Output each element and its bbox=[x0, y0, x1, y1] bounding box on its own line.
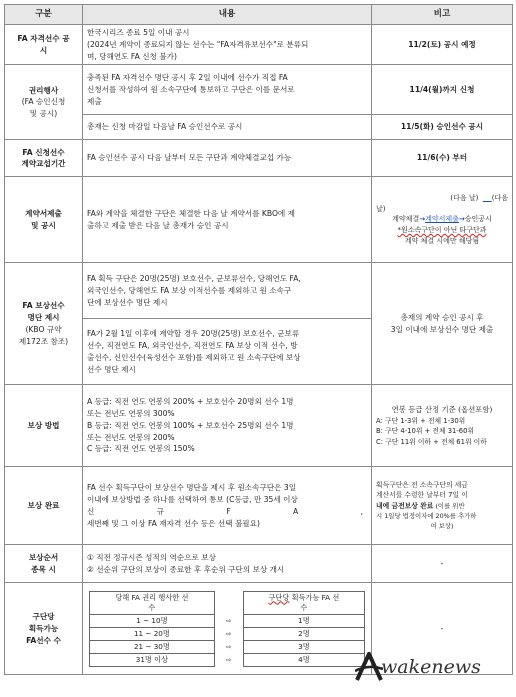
content-comp-complete: FA 선수 획득구단이 보상선수 명단을 제시 후 원소속구단은 3일 이내에 보상방법 중 하나를 선택하여 통보 (C등급, 만 35세 이상 신 규 F A , 세번째 및 그 이상 FA 재자격 선수 등은 선택 불필요) bbox=[83, 467, 372, 545]
fa-per-team-inner-table bbox=[89, 591, 365, 667]
row-rights-a bbox=[5, 65, 513, 115]
inner-row bbox=[90, 640, 365, 653]
watermark-text: wakenews bbox=[381, 656, 481, 678]
note-comp-method: 연봉 등급 산정 기준 (옵션포함) A: 구단 1-3위 + 전체 1-30위 B: 구단 4-10위 + 전체 31-60위 C: 구단 11위 이하 + 전체 61위 이하 bbox=[372, 385, 513, 467]
inner-row bbox=[90, 653, 365, 666]
content-rights-a: 충족된 FA 자격선수 명단 공시 후 2일 이내에 선수가 직접 FA 신청서를 작성하여 원 소속구단에 통보하고 구단은 이를 문서로 제출 bbox=[83, 65, 372, 115]
content-contract: FA와 계약을 체결한 구단은 체결한 다음 날 계약서를 KBO에 제 출하고 제출 받은 다음 날 총재가 승인 공시 bbox=[83, 177, 372, 263]
row-comp-method bbox=[5, 385, 513, 467]
content-comp-list-b: FA가 2월 1일 이후에 계약할 경우 20명(25명) 보호선수, 군보류 선수, 직전연도 FA, 외국인선수, 직전연도 FA 보상 이적 선수, 방 출선수, 신인선수(육성선수 포함)를 제외하고 원 소속구단에 보상 선수 명단 제시 bbox=[83, 319, 372, 385]
note-fa-announce: 11/2(토) 공시 예정 bbox=[372, 25, 513, 65]
note-comp-order: - bbox=[372, 545, 513, 583]
note-comp-list: 총재의 계약 승인 공시 후 3일 이내에 보상선수 명단 제출 bbox=[372, 263, 513, 385]
row-comp-complete bbox=[5, 467, 513, 545]
row-negotiation bbox=[5, 140, 513, 177]
label-comp-list: FA 보상선수 명단 제시 (KBO 규약 제172조 참조) bbox=[5, 263, 83, 385]
inner-left-cell: 21 ~ 30명 bbox=[90, 640, 215, 653]
arrow-icon: ⇨ bbox=[225, 641, 232, 651]
inner-right-cell: 3명 bbox=[243, 640, 364, 653]
note-fa-per-team: - bbox=[372, 583, 513, 675]
header-content: 내용 bbox=[83, 5, 372, 25]
content-rights-b: 총재는 신청 마감일 다음날 FA 승인선수로 공시 bbox=[83, 115, 372, 140]
inner-left-cell: 11 ~ 20명 bbox=[90, 627, 215, 640]
header-row bbox=[5, 5, 513, 25]
fa-rules-table bbox=[4, 4, 513, 675]
label-negotiation: FA 신청선수 계약교섭기간 bbox=[5, 140, 83, 177]
inner-right-cell: 2명 bbox=[243, 627, 364, 640]
row-contract bbox=[5, 177, 513, 263]
content-negotiation: FA 승인선수 공시 다음 날부터 모든 구단과 계약체결교섭 가능 bbox=[83, 140, 372, 177]
label-rights: 권리행사 (FA 승인신청 및 공시) bbox=[5, 65, 83, 140]
row-fa-announce bbox=[5, 25, 513, 65]
inner-row bbox=[90, 627, 365, 640]
label-comp-order: 보상순서 종목 시 bbox=[5, 545, 83, 583]
label-comp-complete: 보상 완료 bbox=[5, 467, 83, 545]
inner-head-row bbox=[90, 591, 365, 614]
note-contract: (다음 날) (다음 날) 계약체결→계약서제출→승인공시 *원소속구단이 아닌 타구단과 계약 체결 시에만 해당됨 bbox=[372, 177, 513, 263]
row-comp-list-a bbox=[5, 263, 513, 319]
inner-left-cell: 31명 이상 bbox=[90, 653, 215, 666]
content-comp-order: ① 직전 정규시즌 성적의 역순으로 보상 ② 선순위 구단의 보상이 종료한 후 후순위 구단의 보상 개시 bbox=[83, 545, 372, 583]
label-contract: 계약서제출 및 공시 bbox=[5, 177, 83, 263]
inner-left-cell: 1 ~ 10명 bbox=[90, 614, 215, 627]
note-rights-b: 11/5(화) 승인선수 공시 bbox=[372, 115, 513, 140]
label-fa-per-team: 구단당 획득가능 FA선수 수 bbox=[5, 583, 83, 675]
label-comp-method: 보상 방법 bbox=[5, 385, 83, 467]
note-rights-a: 11/4(월)까지 신청 bbox=[372, 65, 513, 115]
inner-row bbox=[90, 614, 365, 627]
content-fa-announce: 한국시리즈 종료 5일 이내 공시 (2024년 계약이 종료되지 않는 선수는 "FA자격유보선수"로 분류되 며, 당해연도 FA 신청 불가) bbox=[83, 25, 372, 65]
inner-head-right: 구단당 획득가능 FA 선 수 bbox=[243, 591, 364, 614]
inner-right-cell: 4명 bbox=[243, 653, 364, 666]
awakenews-watermark bbox=[355, 652, 481, 682]
arrow-icon: ⇨ bbox=[225, 628, 232, 638]
header-category: 구분 bbox=[5, 5, 83, 25]
note-comp-complete: 획득구단은 전 소속구단의 세금 계산서를 수령한 날부터 7일 이 내에 금전보상 완료 (이를 위반 시 1일당 법정이자에 20%를 추가하 여 보상) bbox=[372, 467, 513, 545]
label-fa-announce: FA 자격선수 공 시 bbox=[5, 25, 83, 65]
awakenews-logo-icon bbox=[355, 652, 383, 682]
header-note: 비고 bbox=[372, 5, 513, 25]
content-fa-per-team bbox=[83, 583, 372, 675]
inner-head-left: 당해 FA 권리 행사한 선 수 bbox=[90, 591, 215, 614]
row-comp-order bbox=[5, 545, 513, 583]
content-comp-list-a: FA 획득 구단은 20명(25명) 보호선수, 군보류선수, 당해연도 FA, 외국인선수, 당해연도 FA 보상 이적선수를 제외하고 원 소속구 단에 보상선수 명단 제시 bbox=[83, 263, 372, 319]
note-negotiation: 11/6(수) 부터 bbox=[372, 140, 513, 177]
content-comp-method: A 등급: 직전 연도 연봉의 200% + 보호선수 20명외 선수 1명 또는 전년도 연봉의 300% B 등급: 직전 연도 연봉의 100% + 보호선수 25명외 선수 1명 또는 전년도 연봉의 200% C 등급: 직전 연도 연봉의 150% bbox=[83, 385, 372, 467]
inner-right-cell: 1명 bbox=[243, 614, 364, 627]
arrow-icon: ⇨ bbox=[225, 654, 232, 664]
arrow-icon: ⇨ bbox=[225, 615, 232, 625]
